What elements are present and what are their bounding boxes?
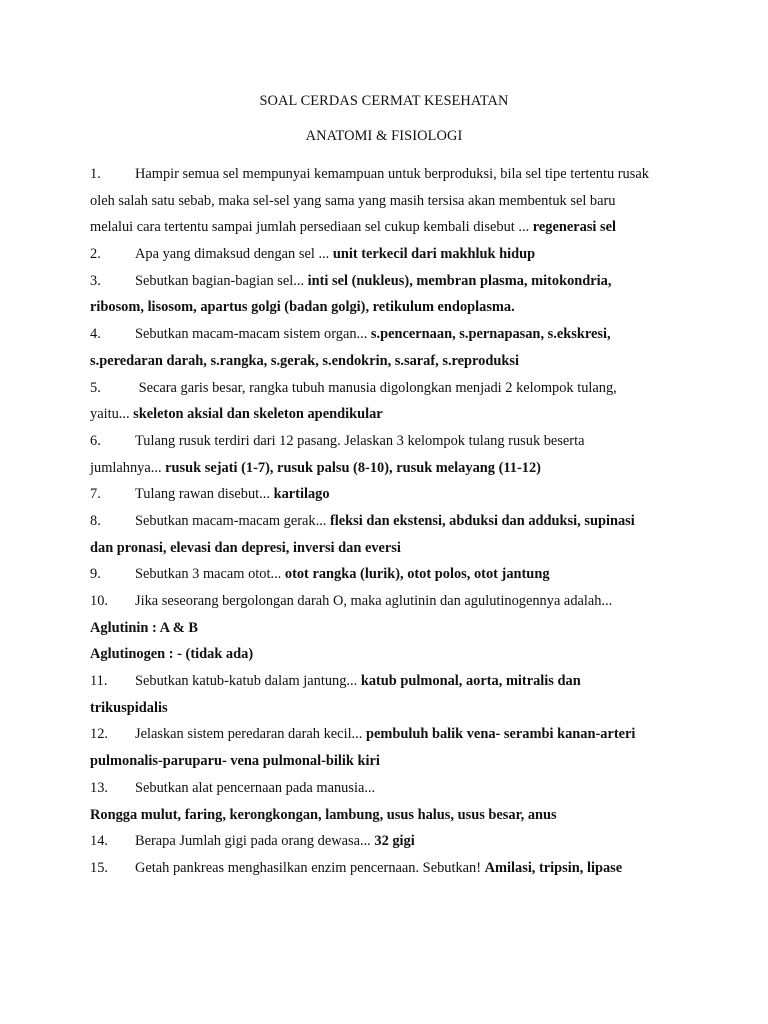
question-text: Hampir semua sel mempunyai kemampuan untuk berproduksi, bila sel tipe tertentu rusak <box>135 166 649 182</box>
question-text: Sebutkan katub-katub dalam jantung... <box>135 673 361 690</box>
question-text: Secara garis besar, rangka tubuh manusia digolongkan menjadi 2 kelompok tulang, <box>135 379 617 396</box>
question-text: Sebutkan bagian-bagian sel... <box>135 272 308 289</box>
question-text: Tulang rawan disebut... <box>135 486 274 503</box>
question-text: Sebutkan macam-macam gerak... <box>135 512 330 529</box>
document-line <box>90 455 678 482</box>
question-text: Jika seseorang bergolongan darah O, maka aglutinin dan agulutinogennya adalah... <box>135 593 613 609</box>
document-line <box>90 401 678 428</box>
question-text: melalui cara tertentu sampai jumlah persediaan sel cukup kembali disebut ... <box>90 219 533 236</box>
document-line <box>90 268 678 295</box>
document-line <box>90 535 678 562</box>
question-number: 7. <box>90 486 101 503</box>
question-number: 4. <box>90 326 101 343</box>
document-line <box>90 375 678 402</box>
question-text: oleh salah satu sebab, maka sel-sel yang sama yang masih tersisa akan membentuk sel baru <box>90 192 616 209</box>
answer-text: pulmonalis-paruparu- vena pulmonal-bilik kiri <box>90 753 380 770</box>
answer-text: Aglutinin : A & B <box>90 619 198 636</box>
answer-text: trikuspidalis <box>90 699 168 716</box>
document-subtitle: ANATOMI & FISIOLOGI <box>305 128 463 144</box>
question-number: 9. <box>90 566 101 583</box>
document-line <box>90 348 678 375</box>
document-line <box>90 508 678 535</box>
document-line <box>90 721 678 748</box>
answer-text: Rongga mulut, faring, kerongkongan, lambung, usus halus, usus besar, anus <box>90 806 557 823</box>
question-number: 3. <box>90 272 101 289</box>
document-line <box>90 561 678 588</box>
document-line <box>90 321 678 348</box>
answer-text: regenerasi sel <box>532 219 617 236</box>
document-line <box>90 641 678 668</box>
question-number: 14. <box>90 833 108 850</box>
question-number: 13. <box>90 779 108 796</box>
question-number: 8. <box>90 512 101 529</box>
answer-text: s.peredaran darah, s.rangka, s.gerak, s.endokrin, s.saraf, s.reproduksi <box>90 352 519 369</box>
question-number: 6. <box>90 432 101 449</box>
document-line <box>90 695 678 722</box>
question-text: Sebutkan macam-macam sistem organ... <box>135 326 371 343</box>
question-text: Apa yang dimaksud dengan sel ... <box>135 246 333 263</box>
answer-text: s.pencernaan, s.pernapasan, s.ekskresi, <box>370 326 611 343</box>
answer-text: skeleton aksial dan skeleton apendikular <box>133 406 383 423</box>
answer-text: pembuluh balik vena- serambi kanan-arteri <box>365 726 636 743</box>
answer-text: dan pronasi, elevasi dan depresi, inversi dan eversi <box>90 539 401 556</box>
document-line <box>90 588 678 615</box>
document-line <box>90 481 678 508</box>
question-number: 12. <box>90 726 108 743</box>
question-text: Berapa Jumlah gigi pada orang dewasa... <box>135 833 375 850</box>
document-line <box>90 615 678 642</box>
answer-text: Amilasi, tripsin, lipase <box>484 859 623 876</box>
answer-text: rusuk sejati (1-7), rusuk palsu (8-10), rusuk melayang (11-12) <box>165 459 541 476</box>
question-text: Sebutkan 3 macam otot... <box>135 566 285 583</box>
question-text: Tulang rusuk terdiri dari 12 pasang. Jelaskan 3 kelompok tulang rusuk beserta <box>135 432 585 449</box>
question-number: 5. <box>90 379 101 396</box>
question-number: 10. <box>90 593 108 609</box>
answer-text: 32 gigi <box>374 833 415 850</box>
question-list <box>90 161 678 882</box>
answer-text: kartilago <box>273 486 330 503</box>
question-number: 11. <box>90 673 108 690</box>
question-text: yaitu... <box>90 406 134 423</box>
document-line <box>90 775 678 802</box>
answer-text: Aglutinogen : - (tidak ada) <box>90 646 254 663</box>
answer-text: fleksi dan ekstensi, abduksi dan adduksi, supinasi <box>330 512 635 529</box>
document-line <box>90 161 678 188</box>
answer-text: katub pulmonal, aorta, mitralis dan <box>360 673 581 690</box>
document-line <box>90 188 678 215</box>
document-line <box>90 802 678 829</box>
document-line <box>90 294 678 321</box>
document-line <box>90 214 678 241</box>
answer-text: unit terkecil dari makhluk hidup <box>332 246 536 263</box>
document-line <box>90 668 678 695</box>
document-line <box>90 748 678 775</box>
question-number: 2. <box>90 246 101 263</box>
question-text: Sebutkan alat pencernaan pada manusia... <box>135 779 376 796</box>
question-text: jumlahnya... <box>90 459 166 476</box>
question-text: Getah pankreas menghasilkan enzim pencernaan. Sebutkan! <box>135 859 485 876</box>
answer-text: otot rangka (lurik), otot polos, otot jantung <box>284 566 550 583</box>
question-number: 1. <box>90 166 101 182</box>
document-title: SOAL CERDAS CERMAT KESEHATAN <box>259 93 509 109</box>
answer-text: ribosom, lisosom, apartus golgi (badan golgi), retikulum endoplasma. <box>90 299 515 316</box>
document-line <box>90 241 678 268</box>
document-line <box>90 855 678 882</box>
document-line <box>90 828 678 855</box>
document-line <box>90 428 678 455</box>
question-text: Jelaskan sistem peredaran darah kecil... <box>135 726 366 743</box>
answer-text: inti sel (nukleus), membran plasma, mitokondria, <box>307 272 612 289</box>
question-number: 15. <box>90 859 108 876</box>
